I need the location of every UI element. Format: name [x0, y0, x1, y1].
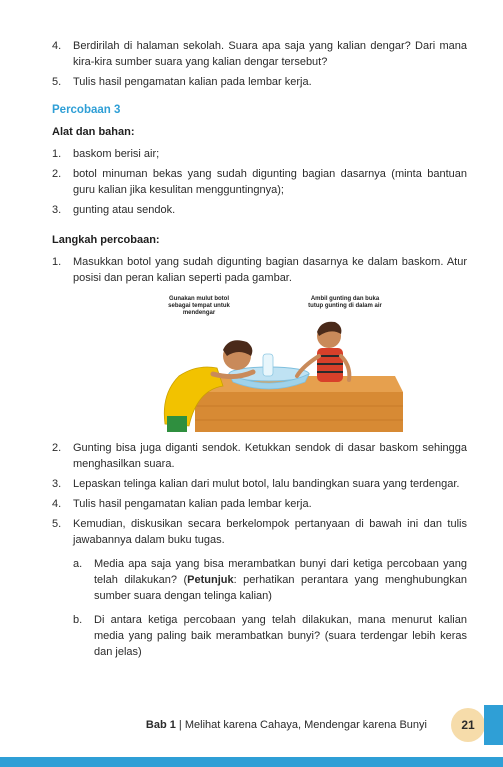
step-item-1: [52, 254, 467, 286]
step-item-4: [52, 496, 467, 512]
bottle: [263, 354, 273, 376]
material-item-1: [52, 146, 467, 162]
list-text: Kemudian, diskusikan secara berkelompok pertanyaan di bawah ini dan tulis jawabannya dalam buku tugas.: [73, 518, 467, 546]
list-number: 3.: [52, 478, 62, 490]
footer-separator: |: [175, 719, 185, 731]
list-number: 2.: [52, 442, 62, 454]
sub-letter: a.: [73, 558, 83, 570]
list-number: 1.: [52, 148, 62, 160]
page-footer: [0, 705, 503, 745]
caption-left: Gunakan mulut botol sebagai tempat untuk mendengar: [168, 296, 230, 316]
page-number-badge: 21: [451, 708, 485, 742]
list-text: baskom berisi air;: [73, 148, 160, 160]
step-item-5: [52, 516, 467, 548]
material-item-3: [52, 202, 467, 218]
list-number: 5.: [52, 518, 62, 530]
list-number: 2.: [52, 168, 62, 180]
list-text: Masukkan botol yang sudah digunting bagian dasarnya ke dalam baskom. Atur posisi dan peran kalian seperti pada gambar.: [73, 256, 467, 284]
section-title: Percobaan 3: [52, 104, 121, 116]
table-front: [195, 392, 403, 432]
footer-chapter-title: [146, 717, 427, 733]
intro-item-4: [52, 38, 467, 70]
question-a-text-before: Media apa saja yang bisa merambatkan bunyi dari ketiga percobaan yang telah dilakukan? (: [94, 558, 467, 586]
list-number: 4.: [52, 498, 62, 510]
sub-text: [94, 556, 467, 604]
list-text: Gunting bisa juga diganti sendok. Ketukkan sendok di dasar baskom sehingga menghasilkan suara.: [73, 442, 467, 470]
question-a-text-after: : perhatikan perantara yang menghubungkan sumber suara dengan telinga kalian): [94, 574, 467, 602]
question-a: [73, 556, 467, 604]
step-item-2: [52, 440, 467, 472]
chapter-title: Melihat karena Cahaya, Mendengar karena Bunyi: [184, 719, 427, 731]
materials-heading: Alat dan bahan:: [52, 126, 135, 138]
list-number: 1.: [52, 256, 62, 268]
question-b: [73, 612, 467, 660]
footer-accent-tab: [484, 705, 503, 745]
caption-right: Ambil gunting dan buka tutup gunting di dalam air: [308, 296, 382, 309]
list-number: 5.: [52, 76, 62, 88]
page-content: [52, 38, 467, 660]
list-number: 3.: [52, 204, 62, 216]
chapter-label: Bab 1: [145, 719, 176, 731]
bottom-accent-bar: [0, 757, 503, 767]
sub-letter: b.: [73, 614, 83, 626]
intro-item-5: [52, 74, 467, 90]
illustration-drawing: [157, 294, 407, 434]
list-text: Tulis hasil pengamatan kalian pada lembar kerja.: [73, 76, 312, 88]
list-text: gunting atau sendok.: [73, 204, 176, 216]
step-item-3: [52, 476, 467, 492]
experiment-illustration: [157, 294, 407, 434]
hint-label: Petunjuk: [187, 574, 234, 586]
list-text: Lepaskan telinga kalian dari mulut botol, lalu bandingkan suara yang terdengar.: [73, 478, 460, 490]
list-number: 4.: [52, 40, 62, 52]
list-text: botol minuman bekas yang sudah digunting bagian dasarnya (minta bantuan guru kalian jika kesulitan mengguntingnya);: [73, 168, 467, 196]
steps-heading: Langkah percobaan:: [52, 234, 160, 246]
list-text: Berdirilah di halaman sekolah. Suara apa saja yang kalian dengar? Dari mana kira-kira sumber suara yang kalian dengar tersebut?: [73, 40, 467, 68]
material-item-2: [52, 166, 467, 198]
sub-text: Di antara ketiga percobaan yang telah dilakukan, mana menurut kalian media yang paling baik merambatkan bunyi? (suara terdengar lebih keras dan jelas): [94, 614, 467, 658]
list-text: Tulis hasil pengamatan kalian pada lembar kerja.: [73, 498, 312, 510]
